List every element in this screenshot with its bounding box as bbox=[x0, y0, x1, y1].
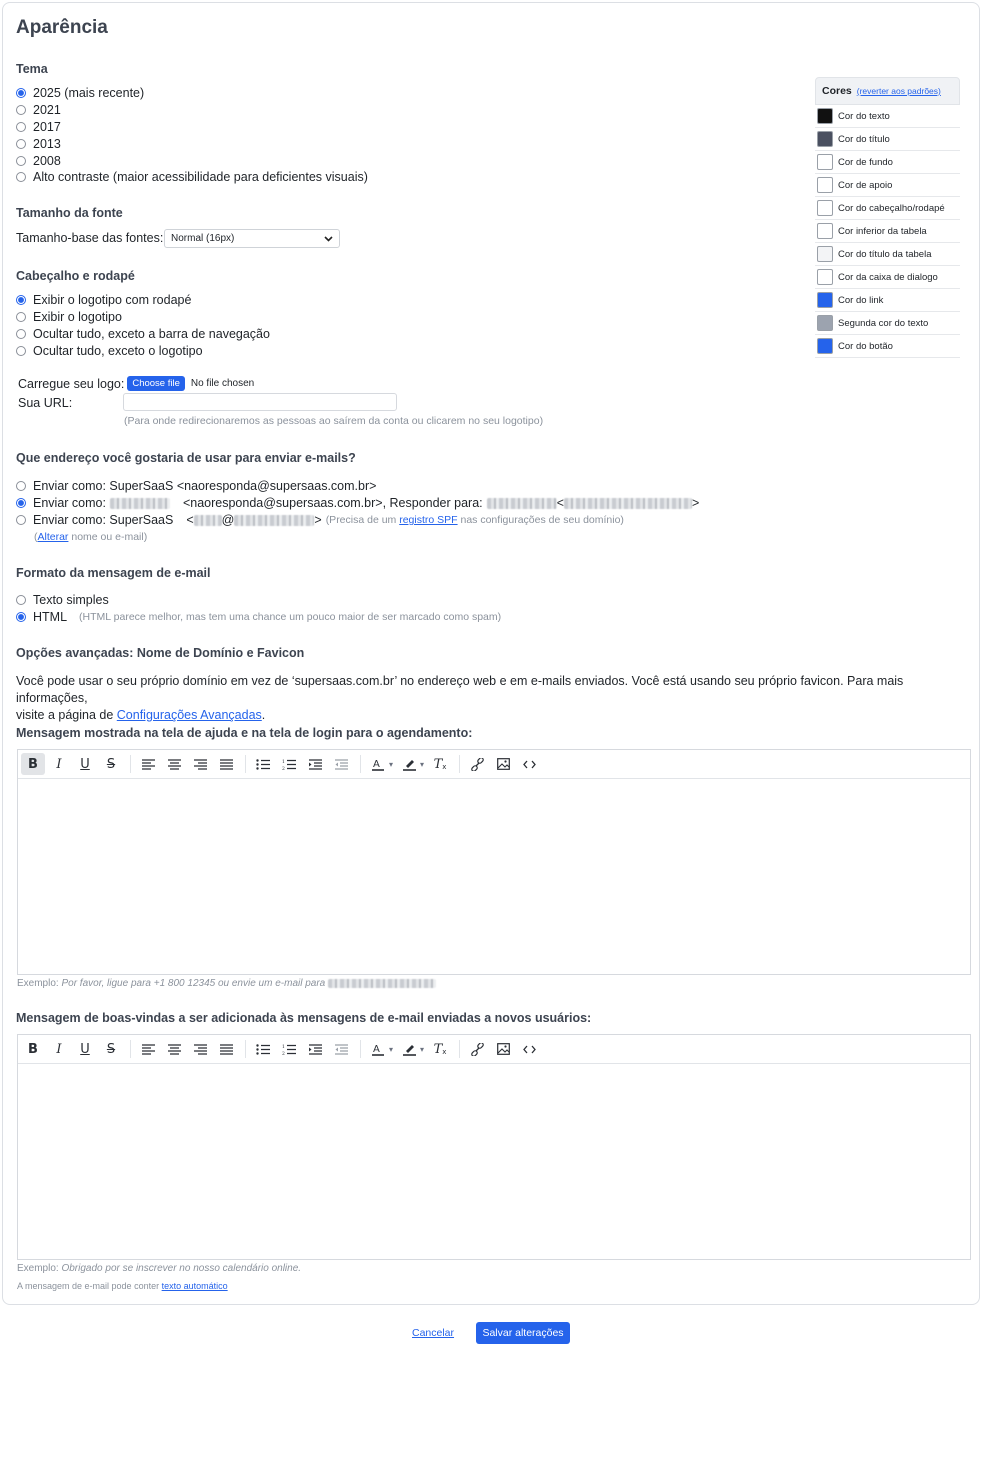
radio-icon[interactable] bbox=[16, 122, 26, 132]
color-label: Cor inferior da tabela bbox=[838, 225, 927, 237]
help-message-heading: Mensagem mostrada na tela de ajuda e na tela de login para o agendamento: bbox=[16, 726, 473, 740]
appearance-card bbox=[2, 2, 980, 1305]
color-item[interactable] bbox=[815, 289, 960, 312]
advanced-text-line2 bbox=[16, 707, 966, 724]
font-size-select[interactable] bbox=[164, 229, 340, 248]
bracket-open: < bbox=[186, 513, 194, 527]
theme-option-label: 2025 (mais recente) bbox=[33, 86, 145, 100]
radio-icon[interactable] bbox=[16, 498, 26, 508]
sender-address-text: <naoresponda@supersaas.com.br>, Responder para: bbox=[182, 496, 483, 510]
color-label: Cor do botão bbox=[838, 340, 893, 352]
redacted-reply-name bbox=[487, 498, 557, 509]
sender-option-label: Enviar como: SuperSaaS bbox=[33, 513, 174, 527]
url-label: Sua URL: bbox=[18, 396, 73, 410]
cancel-link[interactable]: Cancelar bbox=[412, 1327, 455, 1339]
color-swatch[interactable] bbox=[817, 131, 833, 147]
header-option-nav-only[interactable] bbox=[16, 327, 270, 341]
at-sign: @ bbox=[221, 513, 235, 527]
indent-icon[interactable] bbox=[303, 1038, 327, 1060]
color-swatch[interactable] bbox=[817, 292, 833, 308]
align-center-icon[interactable] bbox=[162, 1038, 186, 1060]
svg-text:1: 1 bbox=[282, 1044, 285, 1050]
advanced-heading: Opções avançadas: Nome de Domínio e Favicon bbox=[16, 646, 305, 660]
help-message-example bbox=[17, 978, 436, 989]
auto-text-link[interactable]: texto automático bbox=[161, 1281, 228, 1291]
theme-heading: Tema bbox=[16, 62, 48, 76]
toolbar-separator bbox=[245, 755, 246, 773]
welcome-message-editor[interactable] bbox=[17, 1034, 971, 1260]
color-list bbox=[815, 105, 960, 358]
theme-option-label: Alto contraste (maior acessibilidade para deficientes visuais) bbox=[33, 170, 368, 184]
radio-icon[interactable] bbox=[16, 295, 26, 305]
outdent-icon[interactable] bbox=[329, 753, 353, 775]
toolbar-separator bbox=[360, 1040, 361, 1058]
align-left-icon[interactable] bbox=[136, 753, 160, 775]
logo-label: Carregue seu logo: bbox=[18, 376, 125, 391]
save-button[interactable]: Salvar alterações bbox=[476, 1322, 570, 1344]
redacted-email bbox=[328, 979, 436, 988]
svg-text:A: A bbox=[373, 758, 380, 770]
alter-link[interactable]: Alterar bbox=[37, 531, 69, 543]
chevron-down-icon[interactable]: ▾ bbox=[389, 1044, 394, 1054]
spf-note bbox=[326, 514, 624, 526]
color-label: Cor do link bbox=[838, 294, 884, 306]
paren-open: ( bbox=[34, 531, 38, 543]
radio-icon[interactable] bbox=[16, 139, 26, 149]
color-label: Cor de apoio bbox=[838, 179, 893, 191]
strikethrough-icon[interactable]: S bbox=[106, 756, 116, 772]
welcome-message-heading: Mensagem de boas-vindas a ser adicionada às mensagens de e-mail enviadas a novos usuários: bbox=[16, 1011, 592, 1025]
color-swatch[interactable] bbox=[817, 269, 833, 285]
radio-icon[interactable] bbox=[16, 156, 26, 166]
format-option-html[interactable] bbox=[16, 610, 501, 624]
color-label: Cor da caixa de dialogo bbox=[838, 271, 938, 283]
align-right-icon[interactable] bbox=[188, 1038, 212, 1060]
chevron-down-icon[interactable]: ▾ bbox=[420, 759, 425, 769]
image-icon[interactable] bbox=[491, 1038, 515, 1060]
svg-text:2: 2 bbox=[282, 766, 285, 770]
radio-icon[interactable] bbox=[16, 88, 26, 98]
color-item[interactable] bbox=[815, 197, 960, 220]
color-label: Segunda cor do texto bbox=[838, 317, 929, 329]
code-icon[interactable] bbox=[517, 1038, 541, 1060]
align-justify-icon[interactable] bbox=[214, 1038, 238, 1060]
svg-text:A: A bbox=[373, 1043, 380, 1055]
advanced-settings-link[interactable]: Configurações Avançadas bbox=[116, 708, 262, 722]
numbered-list-icon[interactable] bbox=[277, 753, 301, 775]
html-note: (HTML parece melhor, mas tem uma chance um pouco maior de ser marcado como spam) bbox=[79, 611, 502, 623]
example-prefix: Exemplo: bbox=[17, 1263, 59, 1274]
colors-panel bbox=[815, 77, 960, 358]
editor-toolbar bbox=[18, 1035, 970, 1064]
align-left-icon[interactable] bbox=[136, 1038, 160, 1060]
clear-format-icon[interactable]: T x bbox=[433, 1041, 447, 1057]
sender-option-label: Enviar como: SuperSaaS <naoresponda@supersaas.com.br> bbox=[33, 479, 377, 493]
toolbar-separator bbox=[130, 1040, 131, 1058]
header-option-label: Exibir o logotipo com rodapé bbox=[33, 293, 192, 307]
clear-format-icon[interactable]: T x bbox=[433, 756, 447, 772]
bold-icon[interactable]: B bbox=[28, 1041, 38, 1057]
code-icon[interactable] bbox=[517, 753, 541, 775]
bold-icon[interactable]: B bbox=[21, 753, 45, 775]
header-option-logo[interactable] bbox=[16, 310, 122, 324]
link-icon[interactable] bbox=[465, 753, 489, 775]
toolbar-separator bbox=[360, 755, 361, 773]
logo-upload-row bbox=[18, 376, 254, 391]
auto-text-note bbox=[17, 1281, 228, 1291]
reset-colors-link[interactable]: (reverter aos padrões) bbox=[856, 86, 941, 96]
color-swatch[interactable] bbox=[817, 177, 833, 193]
chevron-down-icon[interactable]: ▾ bbox=[420, 1044, 425, 1054]
theme-option-label: 2013 bbox=[33, 137, 61, 151]
theme-option-label: 2021 bbox=[33, 103, 61, 117]
highlight-icon[interactable] bbox=[397, 753, 421, 775]
toolbar-separator bbox=[459, 1040, 460, 1058]
sender-option-custom-name[interactable] bbox=[16, 496, 699, 510]
underline-icon[interactable]: U bbox=[80, 756, 90, 772]
theme-option-2021[interactable] bbox=[16, 103, 61, 117]
theme-option-label: 2008 bbox=[33, 154, 61, 168]
text-color-icon[interactable] bbox=[366, 1038, 390, 1060]
theme-option-2008[interactable] bbox=[16, 154, 61, 168]
format-option-plain[interactable] bbox=[16, 593, 109, 607]
radio-icon[interactable] bbox=[16, 312, 26, 322]
bullet-list-icon[interactable] bbox=[251, 753, 275, 775]
bracket-close: > bbox=[691, 496, 700, 510]
color-label: Cor do cabeçalho/rodapé bbox=[838, 202, 945, 214]
toolbar-separator bbox=[130, 755, 131, 773]
example-text: Obrigado por se inscrever no nosso calendário online. bbox=[61, 1263, 302, 1274]
advanced-text bbox=[16, 673, 966, 724]
color-item[interactable] bbox=[815, 266, 960, 289]
welcome-message-example bbox=[17, 1263, 301, 1274]
colors-panel-header bbox=[815, 77, 960, 105]
radio-icon[interactable] bbox=[16, 612, 26, 622]
text-color-icon[interactable] bbox=[366, 753, 390, 775]
alter-sender-note bbox=[34, 531, 147, 543]
editor-toolbar bbox=[18, 750, 970, 779]
radio-icon[interactable] bbox=[16, 515, 26, 525]
colors-title: Cores bbox=[822, 85, 852, 97]
theme-option-2017[interactable] bbox=[16, 120, 61, 134]
align-center-icon[interactable] bbox=[162, 753, 186, 775]
color-swatch[interactable] bbox=[817, 108, 833, 124]
underline-icon[interactable]: U bbox=[80, 1041, 90, 1057]
theme-option-high-contrast[interactable] bbox=[16, 170, 368, 184]
strikethrough-icon[interactable]: S bbox=[106, 1041, 116, 1057]
color-item[interactable] bbox=[815, 243, 960, 266]
indent-icon[interactable] bbox=[303, 753, 327, 775]
example-prefix: Exemplo: bbox=[17, 978, 59, 989]
redacted-local-part bbox=[194, 515, 222, 526]
color-item[interactable] bbox=[815, 128, 960, 151]
color-item[interactable] bbox=[815, 105, 960, 128]
advanced-text-line1: Você pode usar o seu próprio domínio em vez de ‘supersaas.com.br’ no endereço web e em e-mails enviados. Você está usando seu próprio favicon. Para mais informações, bbox=[16, 674, 904, 705]
align-justify-icon[interactable] bbox=[214, 753, 238, 775]
header-option-label: Ocultar tudo, exceto o logotipo bbox=[33, 344, 203, 358]
url-hint: (Para onde redirecionaremos as pessoas ao saírem da conta ou clicarem no seu logotipo) bbox=[124, 415, 544, 427]
sender-option-default[interactable] bbox=[16, 479, 376, 493]
italic-icon[interactable]: I bbox=[56, 1041, 62, 1057]
color-label: Cor do título bbox=[838, 133, 890, 145]
spf-note-post: nas configurações de seu domínio) bbox=[460, 514, 624, 526]
toolbar-separator bbox=[459, 755, 460, 773]
color-item[interactable] bbox=[815, 312, 960, 335]
outdent-icon[interactable] bbox=[329, 1038, 353, 1060]
italic-icon[interactable]: I bbox=[56, 756, 62, 772]
redacted-domain bbox=[234, 515, 314, 526]
font-size-value: Normal (16px) bbox=[171, 233, 235, 244]
choose-file-button[interactable]: Choose file bbox=[127, 376, 185, 391]
image-icon[interactable] bbox=[491, 753, 515, 775]
color-item[interactable] bbox=[815, 220, 960, 243]
spf-note-pre: (Precisa de um bbox=[325, 514, 397, 526]
spf-record-link[interactable]: registro SPF bbox=[399, 514, 458, 526]
align-right-icon[interactable] bbox=[188, 753, 212, 775]
file-status: No file chosen bbox=[190, 378, 255, 389]
radio-icon[interactable] bbox=[16, 329, 26, 339]
font-heading: Tamanho da fonte bbox=[16, 206, 123, 220]
bullet-list-icon[interactable] bbox=[251, 1038, 275, 1060]
bracket-open: < bbox=[556, 496, 564, 510]
svg-text:2: 2 bbox=[282, 1051, 285, 1055]
color-label: Cor do texto bbox=[838, 110, 890, 122]
sender-option-label: Enviar como: bbox=[33, 496, 106, 510]
color-swatch[interactable] bbox=[817, 338, 833, 354]
color-label: Cor de fundo bbox=[838, 156, 893, 168]
advanced-text-pre: visite a página de bbox=[16, 708, 114, 722]
header-footer-heading: Cabeçalho e rodapé bbox=[16, 269, 135, 283]
redacted-reply-email bbox=[564, 498, 692, 509]
svg-text:1: 1 bbox=[282, 759, 285, 765]
radio-icon[interactable] bbox=[16, 105, 26, 115]
bracket-close: > bbox=[314, 513, 322, 527]
toolbar-separator bbox=[245, 1040, 246, 1058]
advanced-text-post: . bbox=[261, 708, 266, 722]
color-swatch[interactable] bbox=[817, 246, 833, 262]
color-swatch[interactable] bbox=[817, 154, 833, 170]
header-option-logo-footer[interactable] bbox=[16, 293, 191, 307]
auto-text-note-pre: A mensagem de e-mail pode conter bbox=[17, 1281, 160, 1291]
theme-option-2013[interactable] bbox=[16, 137, 61, 151]
sender-option-own-domain[interactable] bbox=[16, 513, 624, 527]
font-size-label: Tamanho-base das fontes: bbox=[16, 231, 164, 245]
color-swatch[interactable] bbox=[817, 223, 833, 239]
color-item[interactable] bbox=[815, 174, 960, 197]
theme-option-2025[interactable] bbox=[16, 86, 144, 100]
radio-icon[interactable] bbox=[16, 595, 26, 605]
theme-option-label: 2017 bbox=[33, 120, 61, 134]
help-message-editor[interactable] bbox=[17, 749, 971, 975]
email-format-heading: Formato da mensagem de e-mail bbox=[16, 566, 211, 580]
redacted-name bbox=[110, 498, 170, 509]
format-option-label: Texto simples bbox=[33, 593, 109, 607]
page-title: Aparência bbox=[16, 17, 108, 38]
color-label: Cor do título da tabela bbox=[838, 248, 932, 260]
color-item[interactable] bbox=[815, 335, 960, 358]
format-option-label: HTML bbox=[33, 610, 68, 624]
url-input[interactable] bbox=[123, 393, 397, 411]
alter-rest: nome ou e-mail) bbox=[71, 531, 148, 543]
radio-icon[interactable] bbox=[16, 481, 26, 491]
radio-icon[interactable] bbox=[16, 346, 26, 356]
link-icon[interactable] bbox=[465, 1038, 489, 1060]
header-option-label: Exibir o logotipo bbox=[33, 310, 122, 324]
header-option-logo-only[interactable] bbox=[16, 344, 203, 358]
radio-icon[interactable] bbox=[16, 172, 26, 182]
email-address-heading: Que endereço você gostaria de usar para enviar e-mails? bbox=[16, 451, 356, 465]
header-option-label: Ocultar tudo, exceto a barra de navegação bbox=[33, 327, 270, 341]
chevron-down-icon[interactable]: ▾ bbox=[389, 759, 394, 769]
color-swatch[interactable] bbox=[817, 315, 833, 331]
color-item[interactable] bbox=[815, 151, 960, 174]
color-swatch[interactable] bbox=[817, 200, 833, 216]
highlight-icon[interactable] bbox=[397, 1038, 421, 1060]
numbered-list-icon[interactable] bbox=[277, 1038, 301, 1060]
chevron-down-icon bbox=[324, 236, 333, 242]
example-text: Por favor, ligue para +1 800 12345 ou envie um e-mail para bbox=[61, 978, 326, 989]
